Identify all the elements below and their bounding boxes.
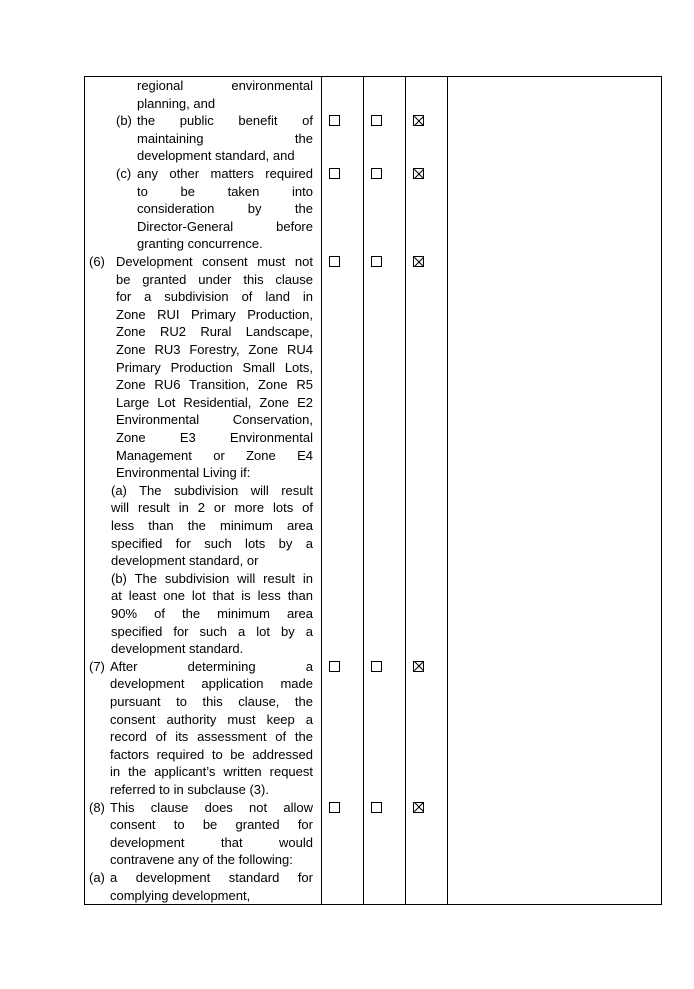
- clause-text-line: Zone RU6 Transition, Zone R5: [116, 377, 313, 393]
- clause-text-line: development application made: [110, 676, 313, 692]
- clause-text-line: development standard.: [111, 641, 244, 657]
- clause-text-line: development that would: [110, 834, 313, 850]
- clause-text-line: development standard, or: [111, 553, 259, 569]
- clause-text-line: regional environmental: [137, 78, 313, 93]
- clause-text-line: contravene any of the following:: [110, 852, 293, 868]
- clause-text-line: less than the minimum area: [111, 518, 313, 533]
- clause-text-line: pursuant to this clause, the: [110, 694, 313, 709]
- clause-number: (a): [89, 870, 105, 885]
- clause-text-line: maintaining the: [137, 130, 313, 146]
- checkbox-column-2-unchecked[interactable]: [371, 168, 382, 179]
- checkbox-column-3-checked[interactable]: [413, 661, 424, 672]
- column-divider: [321, 77, 322, 904]
- clause-text-line: factors required to be addressed: [110, 746, 313, 762]
- clause-text-line: record of its assessment of the: [110, 729, 313, 745]
- clause-text-line: will result in 2 or more lots of: [111, 500, 313, 516]
- clause-text-line: complying development,: [110, 887, 251, 903]
- checkbox-column-1-unchecked[interactable]: [329, 802, 340, 813]
- clause-text-line: any other matters required: [137, 166, 313, 181]
- checkbox-column-1-unchecked[interactable]: [329, 256, 340, 267]
- clause-text-line: Primary Production Small Lots,: [116, 359, 313, 375]
- clause-text-line: consent to be granted for: [110, 817, 313, 833]
- clause-text-line: Management or Zone E4: [116, 447, 313, 463]
- clause-text-line: for a subdivision of land in: [116, 289, 313, 305]
- checkbox-column-2-unchecked[interactable]: [371, 802, 382, 813]
- clause-text-line: After determining a: [110, 658, 313, 674]
- clause-text-line: granting concurrence.: [137, 236, 263, 252]
- checkbox-column-1-unchecked[interactable]: [329, 661, 340, 672]
- clause-text-line: specified for such a lot by a: [111, 623, 313, 639]
- checkbox-column-1-unchecked[interactable]: [329, 168, 340, 179]
- clause-text-line: specified for such lots by a: [111, 535, 313, 551]
- clause-text-line: Environmental Living if:: [116, 465, 251, 481]
- checkbox-column-1-unchecked[interactable]: [329, 115, 340, 126]
- checkbox-column-3-checked[interactable]: [413, 256, 424, 267]
- clause-number: (7): [89, 658, 105, 674]
- clause-text-line: Environmental Conservation,: [116, 412, 313, 428]
- checkbox-column-3-checked[interactable]: [413, 802, 424, 813]
- clause-text-line: This clause does not allow: [110, 799, 313, 815]
- clause-text-line: referred to in subclause (3).: [110, 782, 269, 797]
- checkbox-column-2-unchecked[interactable]: [371, 256, 382, 267]
- column-divider: [405, 77, 406, 904]
- clause-text-line: (b) The subdivision will result in: [111, 570, 313, 586]
- clause-number: (c): [116, 166, 132, 181]
- clause-text-line: to be taken into: [137, 183, 313, 199]
- clause-text-line: (a) The subdivision will result: [111, 482, 313, 498]
- column-divider: [363, 77, 364, 904]
- clause-text-line: Zone E3 Environmental: [116, 430, 313, 445]
- checkbox-column-2-unchecked[interactable]: [371, 661, 382, 672]
- checkbox-column-3-checked[interactable]: [413, 115, 424, 126]
- checkbox-column-3-checked[interactable]: [413, 168, 424, 179]
- clause-text-line: a development standard for: [110, 870, 313, 885]
- clause-number: (6): [89, 254, 105, 269]
- clause-text-line: Development consent must not: [116, 254, 313, 269]
- clause-text-line: 90% of the minimum area: [111, 606, 313, 621]
- checkbox-column-2-unchecked[interactable]: [371, 115, 382, 126]
- clause-text-line: the public benefit of: [137, 113, 313, 129]
- clause-text-line: consent authority must keep a: [110, 711, 313, 727]
- column-divider: [447, 77, 448, 904]
- clause-text-line: Zone RU3 Forestry, Zone RU4: [116, 342, 313, 357]
- clause-text-line: in the applicant’s written request: [110, 764, 313, 780]
- clause-text-line: be granted under this clause: [116, 271, 313, 287]
- clause-text-line: at least one lot that is less than: [111, 588, 313, 604]
- clause-text-line: development standard, and: [137, 148, 295, 164]
- clause-number: (8): [89, 799, 105, 815]
- clause-text-line: Zone RU2 Rural Landscape,: [116, 324, 313, 340]
- clause-text-line: consideration by the: [137, 201, 313, 217]
- clause-text-line: Large Lot Residential, Zone E2: [116, 394, 313, 410]
- clause-number: (b): [116, 113, 132, 129]
- clause-text-line: Zone RUI Primary Production,: [116, 306, 313, 322]
- clause-text-line: planning, and: [137, 95, 216, 111]
- clause-text-line: Director-General before: [137, 218, 313, 234]
